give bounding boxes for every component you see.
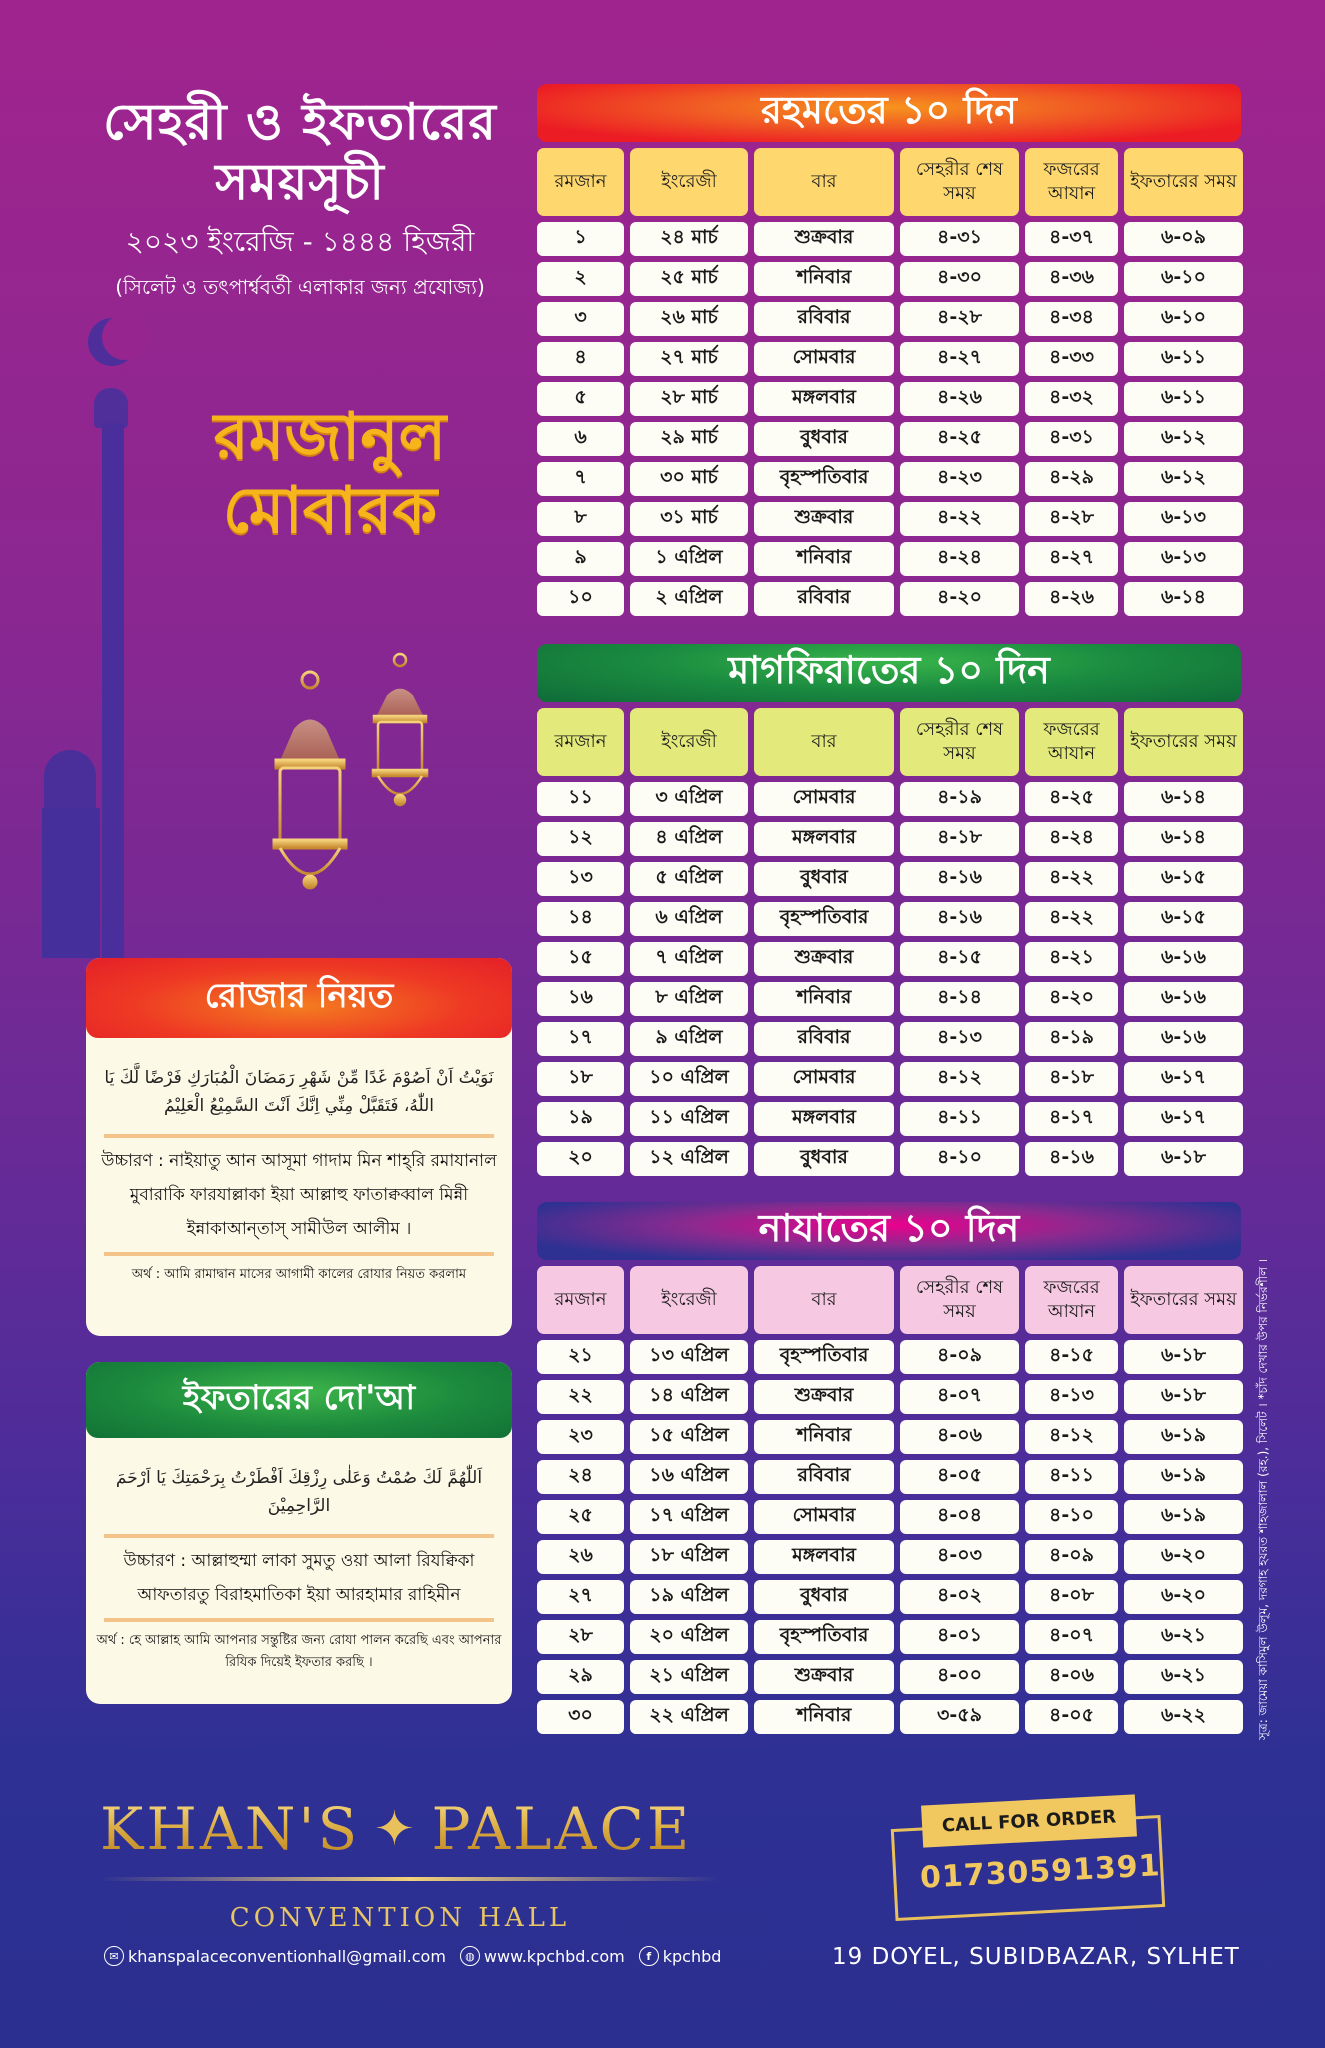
fajr-azan-cell: ৪-০৭ [1025,1620,1118,1654]
order-phone-number[interactable]: 01730591391 [919,1848,1162,1896]
sehri-end-cell: ৪-০৭ [900,1380,1019,1414]
ramadan-day-cell: ২ [537,262,624,296]
website-link[interactable]: www.kpchbd.com [483,1946,625,1966]
ramadan-day-cell: ৯ [537,542,624,576]
website-contact[interactable] [460,1946,625,1966]
weekday-cell: বৃহস্পতিবার [754,462,894,496]
column-header: বার [754,148,894,216]
iftar-time-cell: ৬-১৮ [1124,1380,1243,1414]
weekday-cell: বৃহস্পতিবার [754,1340,894,1374]
fajr-azan-cell: ৪-১৯ [1025,1022,1118,1056]
year-line: ২০২৩ ইংরেজি - ১৪৪৪ হিজরী [125,225,475,258]
date-cell: ১২ এপ্রিল [630,1142,748,1176]
ramadan-day-cell: ১৭ [537,1022,624,1056]
iftar-time-cell: ৬-২২ [1124,1700,1243,1734]
fajr-azan-cell: ৪-১৩ [1025,1380,1118,1414]
iftar-time-cell: ৬-১২ [1124,462,1243,496]
call-for-order-label: CALL FOR ORDER [921,1794,1137,1847]
sehri-end-cell: ৪-৩০ [900,262,1019,296]
iftar-time-cell: ৬-১১ [1124,382,1243,416]
weekday-cell: সোমবার [754,342,894,376]
iftar-time-cell: ৬-২১ [1124,1660,1243,1694]
date-cell: ১৩ এপ্রিল [630,1340,748,1374]
column-header: রমজান [537,148,624,216]
weekday-cell: শুক্রবার [754,222,894,256]
panel-title: ইফতারের দো'আ [86,1362,512,1438]
sehri-end-cell: ৪-১৬ [900,902,1019,936]
date-cell: ১৪ এপ্রিল [630,1380,748,1414]
date-cell: ১৭ এপ্রিল [630,1500,748,1534]
weekday-cell: রবিবার [754,302,894,336]
date-cell: ৩০ মার্চ [630,462,748,496]
sehri-end-cell: ৩-৫৯ [900,1700,1019,1734]
date-cell: ১ এপ্রিল [630,542,748,576]
iftar-time-cell: ৬-১৮ [1124,1340,1243,1374]
iftar-time-cell: ৬-১৪ [1124,582,1243,616]
iftar-time-cell: ৬-১২ [1124,422,1243,456]
fajr-azan-cell: ৪-২২ [1025,862,1118,896]
fasting-intention-panel [86,958,512,1336]
weekday-cell: সোমবার [754,782,894,816]
fajr-azan-cell: ৪-২৪ [1025,822,1118,856]
date-cell: ১১ এপ্রিল [630,1102,748,1136]
fajr-azan-cell: ৪-২০ [1025,982,1118,1016]
ramadan-day-cell: ২৫ [537,1500,624,1534]
iftar-time-cell: ৬-১৬ [1124,1022,1243,1056]
crescent-moon-icon [88,318,136,366]
iftar-time-cell: ৬-১৯ [1124,1460,1243,1494]
email-contact[interactable] [104,1946,446,1966]
column-header: রমজান [537,708,624,776]
arabic-dua-text: اَللّٰهُمَّ لَكَ صُمْتُ وَعَلٰى رِزْقِكَ اَفْطَرْتُ بِرَحْمَتِكَ يَا اَرْحَمَ الرَّاحِمِيْنَ [115,1468,483,1516]
date-cell: ১৮ এপ্রিল [630,1540,748,1574]
fajr-azan-cell: ৪-১৭ [1025,1102,1118,1136]
ramadan-day-cell: ২১ [537,1340,624,1374]
ramadan-day-cell: ১ [537,222,624,256]
ramadan-day-cell: ১৯ [537,1102,624,1136]
sehri-end-cell: ৪-৩১ [900,222,1019,256]
schedule-table [537,1266,1241,1734]
venue-address: 19 DOYEL, SUBIDBAZAR, SYLHET [832,1944,1240,1970]
brand-name-right: PALACE [431,1795,693,1863]
globe-icon: ◍ [460,1946,480,1966]
arabic-intention-text: نَوَيْتُ اَنْ اَصُوْمَ غَدًا مِّنْ شَهْرِ رَمَضَانَ الْمُبَارَكِ فَرْضًا لَّكَ يَا اللّٰهُ، فَتَقَبَّلْ مِنِّي اِنَّكَ اَنْتَ السَّمِيْعُ الْعَلِيْمُ [104,1068,494,1116]
fajr-azan-cell: ৪-২৭ [1025,542,1118,576]
email-link[interactable]: khanspalaceconventionhall@gmail.com [128,1946,446,1966]
weekday-cell: বুধবার [754,1580,894,1614]
weekday-cell: মঙ্গলবার [754,382,894,416]
date-cell: ৪ এপ্রিল [630,822,748,856]
weekday-cell: বৃহস্পতিবার [754,902,894,936]
ramadan-day-cell: ২০ [537,1142,624,1176]
iftar-time-cell: ৬-১৫ [1124,862,1243,896]
gold-divider [100,1877,720,1881]
iftar-time-cell: ৬-১৬ [1124,982,1243,1016]
sehri-end-cell: ৪-২৮ [900,302,1019,336]
sehri-end-cell: ৪-২০ [900,582,1019,616]
weekday-cell: শনিবার [754,262,894,296]
region-note: (সিলেট ও তৎপার্শ্ববর্তী এলাকার জন্য প্রযোজ্য) [115,275,485,299]
fajr-azan-cell: ৪-২১ [1025,942,1118,976]
sehri-end-cell: ৪-০৯ [900,1340,1019,1374]
fajr-azan-cell: ৪-০৬ [1025,1660,1118,1694]
ramadan-day-cell: ৬ [537,422,624,456]
date-cell: ৬ এপ্রিল [630,902,748,936]
brand-subtitle: CONVENTION HALL [229,1903,571,1933]
iftar-time-cell: ৬-১৭ [1124,1102,1243,1136]
weekday-cell: শনিবার [754,542,894,576]
fajr-azan-cell: ৪-৩৪ [1025,302,1118,336]
iftar-time-cell: ৬-১৯ [1124,1420,1243,1454]
iftar-time-cell: ৬-১৭ [1124,1062,1243,1096]
iftar-time-cell: ৬-১৪ [1124,822,1243,856]
sehri-end-cell: ৪-১৯ [900,782,1019,816]
sehri-end-cell: ৪-০০ [900,1660,1019,1694]
sehri-end-cell: ৪-১২ [900,1062,1019,1096]
date-cell: ২০ এপ্রিল [630,1620,748,1654]
column-header: ইফতারের সময় [1124,708,1243,776]
date-cell: ৭ এপ্রিল [630,942,748,976]
fajr-azan-cell: ৪-৩১ [1025,422,1118,456]
small-lantern-icon [373,600,427,814]
ramadan-day-cell: ২৯ [537,1660,624,1694]
weekday-cell: মঙ্গলবার [754,822,894,856]
ramadan-day-cell: ৩০ [537,1700,624,1734]
date-cell: ৮ এপ্রিল [630,982,748,1016]
weekday-cell: সোমবার [754,1500,894,1534]
fajr-azan-cell: ৪-২৫ [1025,782,1118,816]
sehri-end-cell: ৪-১৪ [900,982,1019,1016]
hanging-lanterns-icon [270,600,470,910]
facebook-link[interactable]: kpchbd [662,1946,722,1966]
iftar-time-cell: ৬-১০ [1124,302,1243,336]
ramadan-day-cell: ২৮ [537,1620,624,1654]
ramadan-day-cell: ১৬ [537,982,624,1016]
ramadan-day-cell: ২২ [537,1380,624,1414]
iftar-time-cell: ৬-১৯ [1124,1500,1243,1534]
ramadan-day-cell: ১২ [537,822,624,856]
date-cell: ২৫ মার্চ [630,262,748,296]
column-header: ফজরের আযান [1025,708,1118,776]
ramadan-day-cell: ১০ [537,582,624,616]
weekday-cell: শনিবার [754,982,894,1016]
column-header: ফজরের আযান [1025,148,1118,216]
fajr-azan-cell: ৪-২২ [1025,902,1118,936]
date-cell: ৯ এপ্রিল [630,1022,748,1056]
fajr-azan-cell: ৪-১১ [1025,1460,1118,1494]
iftar-time-cell: ৬-১৩ [1124,502,1243,536]
weekday-cell: বুধবার [754,1142,894,1176]
star-emblem-icon: ✦ [374,1801,418,1857]
fajr-azan-cell: ৪-০৫ [1025,1700,1118,1734]
iftar-time-cell: ৬-১৮ [1124,1142,1243,1176]
date-cell: ২৬ মার্চ [630,302,748,336]
schedule-table [537,708,1241,1176]
fajr-azan-cell: ৪-৩৬ [1025,262,1118,296]
ramadan-day-cell: ৫ [537,382,624,416]
fajr-azan-cell: ৪-১২ [1025,1420,1118,1454]
ramadan-day-cell: ১৩ [537,862,624,896]
date-cell: ২২ এপ্রিল [630,1700,748,1734]
column-header: রমজান [537,1266,624,1334]
sehri-end-cell: ৪-২২ [900,502,1019,536]
sehri-end-cell: ৪-১১ [900,1102,1019,1136]
iftar-time-cell: ৬-১৫ [1124,902,1243,936]
meaning-text: অর্থ : হে আল্লাহ আমি আপনার সন্তুষ্টির জন্য রোযা পালন করেছি এবং আপনার রিযিক দিয়েই ইফতার করছি । [96,1633,502,1670]
ramadan-day-cell: ৮ [537,502,624,536]
fajr-azan-cell: ৪-০৯ [1025,1540,1118,1574]
ramadan-day-cell: ২৭ [537,1580,624,1614]
date-cell: ১৯ এপ্রিল [630,1580,748,1614]
ramadan-day-cell: ২৩ [537,1420,624,1454]
weekday-cell: সোমবার [754,1062,894,1096]
iftar-dua-panel [86,1362,512,1704]
schedule-table [537,148,1241,616]
column-header: বার [754,1266,894,1334]
fajr-azan-cell: ৪-১০ [1025,1500,1118,1534]
mosque-dome-icon [44,750,96,810]
iftar-time-cell: ৬-২১ [1124,1620,1243,1654]
weekday-cell: বুধবার [754,422,894,456]
ramadan-day-cell: ১৫ [537,942,624,976]
column-header: সেহরীর শেষ সময় [900,1266,1019,1334]
date-cell: ৩১ মার্চ [630,502,748,536]
ramadan-day-cell: ৪ [537,342,624,376]
sehri-end-cell: ৪-০৫ [900,1460,1019,1494]
iftar-time-cell: ৬-১৩ [1124,542,1243,576]
date-cell: ২৪ মার্চ [630,222,748,256]
sehri-end-cell: ৪-০৪ [900,1500,1019,1534]
sehri-end-cell: ৪-০২ [900,1580,1019,1614]
section-banner: মাগফিরাতের ১০ দিন [537,644,1241,702]
sehri-end-cell: ৪-১৫ [900,942,1019,976]
sehri-end-cell: ৪-২৫ [900,422,1019,456]
date-cell: ৫ এপ্রিল [630,862,748,896]
ramadan-day-cell: ২৬ [537,1540,624,1574]
weekday-cell: শুক্রবার [754,1380,894,1414]
iftar-time-cell: ৬-১৬ [1124,942,1243,976]
section-rahmat [537,84,1241,616]
iftar-time-cell: ৬-২০ [1124,1580,1243,1614]
sehri-end-cell: ৪-০১ [900,1620,1019,1654]
fajr-azan-cell: ৪-১৫ [1025,1340,1118,1374]
sehri-end-cell: ৪-১৬ [900,862,1019,896]
weekday-cell: বুধবার [754,862,894,896]
source-note: সূত্র: জামেয়া কাসিমুল উলূম, দরগাহ হযরত শাহজালাল (রহ.), সিলেট । *চাঁদ দেখার উপর নির্ভরশীল । [1256,1258,1270,1740]
column-header: ইফতারের সময় [1124,148,1243,216]
iftar-time-cell: ৬-২০ [1124,1540,1243,1574]
column-header: ইংরেজী [630,148,748,216]
date-cell: ২৯ মার্চ [630,422,748,456]
sehri-end-cell: ৪-২৬ [900,382,1019,416]
weekday-cell: রবিবার [754,1022,894,1056]
mosque-tower-icon [42,808,100,958]
sehri-end-cell: ৪-০৩ [900,1540,1019,1574]
column-header: ফজরের আযান [1025,1266,1118,1334]
fajr-azan-cell: ৪-১৮ [1025,1062,1118,1096]
column-header: সেহরীর শেষ সময় [900,708,1019,776]
date-cell: ১৬ এপ্রিল [630,1460,748,1494]
ramadan-mubarak-calligraphy: রমজানুল মোবারক [213,400,447,548]
panel-title: রোজার নিয়ত [86,958,512,1038]
fajr-azan-cell: ৪-২৬ [1025,582,1118,616]
fajr-azan-cell: ৪-১৬ [1025,1142,1118,1176]
weekday-cell: রবিবার [754,1460,894,1494]
pronunciation-text: উচ্চারণ : নাইয়াতু আন আসূমা গাদাম মিন শাহ্‌রি রমাযানাল মুবারাকি ফারযাল্লাকা ইয়া আল্লাহু ফাতাক্বব্বাল মিন্নী ইন্নাকাআন্‌তাস্‌ সামীউল আলীম । [101,1151,497,1239]
column-header: বার [754,708,894,776]
envelope-icon: ✉ [104,1946,124,1966]
facebook-contact[interactable] [639,1946,722,1966]
date-cell: ২ এপ্রিল [630,582,748,616]
date-cell: ১০ এপ্রিল [630,1062,748,1096]
weekday-cell: মঙ্গলবার [754,1102,894,1136]
date-cell: ২১ এপ্রিল [630,1660,748,1694]
section-najat [537,1202,1241,1734]
weekday-cell: শুক্রবার [754,942,894,976]
ramadan-day-cell: ১৮ [537,1062,624,1096]
section-maghfirat [537,644,1241,1176]
fajr-azan-cell: ৪-৩৭ [1025,222,1118,256]
fajr-azan-cell: ৪-২৯ [1025,462,1118,496]
weekday-cell: শনিবার [754,1420,894,1454]
sehri-end-cell: ৪-২৭ [900,342,1019,376]
weekday-cell: শনিবার [754,1700,894,1734]
fajr-azan-cell: ৪-০৮ [1025,1580,1118,1614]
sehri-end-cell: ৪-১৮ [900,822,1019,856]
schedule-title-block [60,92,540,306]
weekday-cell: মঙ্গলবার [754,1540,894,1574]
ramadan-day-cell: ২৪ [537,1460,624,1494]
ramadan-day-cell: ৭ [537,462,624,496]
ramadan-day-cell: ৩ [537,302,624,336]
iftar-time-cell: ৬-০৯ [1124,222,1243,256]
contact-bar [104,1946,721,1966]
section-banner: নাযাতের ১০ দিন [537,1202,1241,1260]
section-banner: রহমতের ১০ দিন [537,84,1241,142]
pronunciation-text: উচ্চারণ : আল্লাহুম্মা লাকা সুমতু ওয়া আলা রিযক্বিকা আফতারতু বিরাহমাতিকা ইয়া আরহামার রাহিমীন [123,1551,475,1605]
ramadan-day-cell: ১৪ [537,902,624,936]
date-cell: ২৭ মার্চ [630,342,748,376]
date-cell: ২৮ মার্চ [630,382,748,416]
date-cell: ১৫ এপ্রিল [630,1420,748,1454]
brand-logo [100,1795,760,1933]
sehri-end-cell: ৪-১৩ [900,1022,1019,1056]
ramadan-day-cell: ১১ [537,782,624,816]
column-header: ইংরেজী [630,1266,748,1334]
column-header: ইংরেজী [630,708,748,776]
fajr-azan-cell: ৪-৩২ [1025,382,1118,416]
meaning-text: অর্থ : আমি রামাদ্বান মাসের আগামী কালের রোযার নিয়ত করলাম [131,1267,467,1282]
sehri-end-cell: ৪-০৬ [900,1420,1019,1454]
fajr-azan-cell: ৪-২৮ [1025,502,1118,536]
facebook-icon: f [639,1946,659,1966]
brand-name-left: KHAN'S [100,1795,361,1863]
column-header: ইফতারের সময় [1124,1266,1243,1334]
column-header: সেহরীর শেষ সময় [900,148,1019,216]
page-title: সেহরী ও ইফতারের সময়সূচী [103,93,497,211]
date-cell: ৩ এপ্রিল [630,782,748,816]
weekday-cell: রবিবার [754,582,894,616]
weekday-cell: শুক্রবার [754,502,894,536]
fajr-azan-cell: ৪-৩৩ [1025,342,1118,376]
weekday-cell: শুক্রবার [754,1660,894,1694]
iftar-time-cell: ৬-১১ [1124,342,1243,376]
large-lantern-icon [274,600,346,900]
iftar-time-cell: ৬-১৪ [1124,782,1243,816]
sehri-end-cell: ৪-২৪ [900,542,1019,576]
sehri-end-cell: ৪-১০ [900,1142,1019,1176]
iftar-time-cell: ৬-১০ [1124,262,1243,296]
sehri-end-cell: ৪-২৩ [900,462,1019,496]
weekday-cell: বৃহস্পতিবার [754,1620,894,1654]
